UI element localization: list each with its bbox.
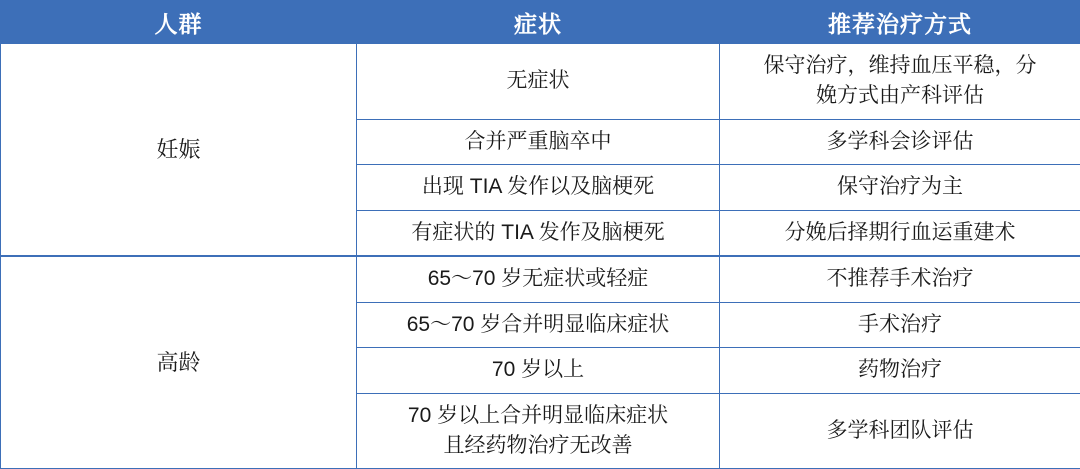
group-label-elderly: 高龄 (1, 256, 357, 469)
symptom-text-line2: 且经药物治疗无改善 (365, 431, 711, 461)
group-label-pregnancy: 妊娠 (1, 44, 357, 257)
symptom-cell: 出现 TIA 发作以及脑梗死 (357, 165, 720, 210)
symptom-cell: 无症状 (357, 44, 720, 120)
symptom-cell: 65～70 岁无症状或轻症 (357, 256, 720, 302)
symptom-cell: 有症状的 TIA 发作及脑梗死 (357, 210, 720, 256)
treatment-cell: 多学科会诊评估 (720, 119, 1080, 164)
treatment-cell: 手术治疗 (720, 302, 1080, 347)
symptom-text-line1: 70 岁以上合并明显临床症状 (365, 401, 711, 431)
symptom-cell: 合并严重脑卒中 (357, 119, 720, 164)
treatment-cell: 药物治疗 (720, 348, 1080, 393)
treatment-cell: 保守治疗为主 (720, 165, 1080, 210)
treatment-cell: 分娩后择期行血运重建术 (720, 210, 1080, 256)
column-header-population: 人群 (1, 1, 357, 44)
treatment-cell: 多学科团队评估 (720, 393, 1080, 469)
column-header-symptom: 症状 (357, 1, 720, 44)
table-row (1, 44, 1080, 120)
table-row (1, 256, 1080, 302)
symptom-cell: 70 岁以上 (357, 348, 720, 393)
treatment-cell: 不推荐手术治疗 (720, 256, 1080, 302)
treatment-cell (720, 44, 1080, 120)
table-header-row (1, 1, 1080, 44)
treatment-text-line1: 保守治疗，维持血压平稳，分 (728, 51, 1072, 81)
column-header-treatment: 推荐治疗方式 (720, 1, 1080, 44)
symptom-cell (357, 393, 720, 469)
treatment-text-line2: 娩方式由产科评估 (728, 81, 1072, 111)
symptom-cell: 65～70 岁合并明显临床症状 (357, 302, 720, 347)
